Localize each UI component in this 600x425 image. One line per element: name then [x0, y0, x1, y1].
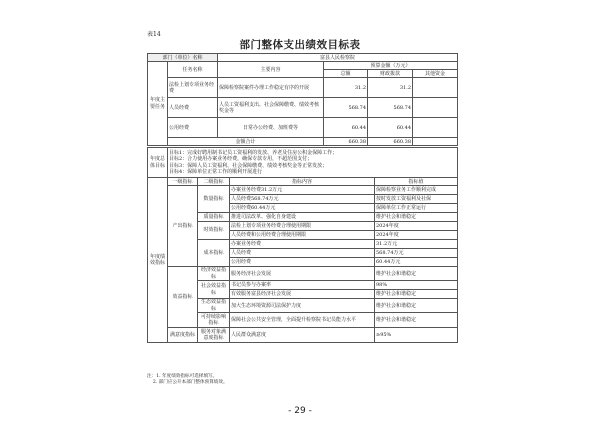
dept-name-label: 部门（单位）名称 — [148, 54, 218, 62]
indicator-content: 公用经费60.44万元 — [230, 204, 375, 213]
indicator-value: 保障检察业务工作顺利完成 — [375, 186, 458, 195]
budget-amount-header: 预算金额（万元） — [324, 62, 458, 70]
indicator-value: 按时发放工资福利及社保 — [375, 195, 458, 204]
sum-total: 660.38 — [324, 138, 368, 146]
task-other — [413, 98, 458, 118]
task-other — [413, 78, 458, 98]
task-row — [148, 78, 458, 98]
task-name: 公用经费 — [168, 118, 218, 138]
page-number: - 29 - — [288, 406, 312, 416]
task-other — [413, 118, 458, 138]
level1-benefit: 效益指标 — [168, 267, 198, 328]
indicator-value: 31.2万元 — [375, 240, 458, 249]
budget-other-header: 其他资金 — [413, 70, 458, 78]
task-name-header: 任务名称 — [168, 62, 218, 78]
task-fiscal: 60.44 — [368, 118, 413, 138]
indicator-content: 有效服务富县经济社会发展 — [230, 290, 375, 299]
indicator-value: 568.74万元 — [375, 249, 458, 258]
budget-total-header: 总额 — [324, 70, 368, 78]
indicator-content-header: 指标内容 — [230, 178, 375, 186]
indicator-value: 维护社会和谐稳定 — [375, 213, 458, 222]
task-name: 人员经费 — [168, 98, 218, 118]
indicator-value: 维护社会和谐稳定 — [375, 299, 458, 313]
footnotes — [147, 374, 228, 386]
indicator-value: 2024年度 — [375, 231, 458, 240]
indicator-value: 2024年度 — [375, 222, 458, 231]
indicator-row — [148, 267, 458, 281]
task-row — [148, 98, 458, 118]
indicator-value: 维护社会和谐稳定 — [375, 290, 458, 299]
indicator-content: 人民群众满意度 — [230, 328, 375, 343]
level2-economic: 经济效益指标 — [198, 267, 230, 281]
task-content-header: 主要内容 — [218, 62, 324, 78]
annual-tasks-table — [147, 53, 458, 146]
level1-header: 一级指标 — [168, 178, 198, 186]
table-number-label: 表14 — [147, 31, 161, 38]
level2-header: 二级指标 — [198, 178, 230, 186]
level2-quantity: 数量指标 — [198, 186, 230, 213]
goal-line: 目标2：合力使用办案业务经费，确保专款专用，不超范围支付； — [169, 156, 313, 163]
task-total: 568.74 — [324, 98, 368, 118]
indicator-content: 服务经济社会发展 — [230, 267, 375, 281]
level2-timeliness: 时效指标 — [198, 222, 230, 240]
task-content: 保障检察院案件办理工作稳定有序的开展 — [218, 78, 324, 98]
indicators-section-label: 年度绩效指标 — [148, 178, 168, 343]
task-content: 人员工资福利支出、社会保障缴费、绩效考核奖金等 — [218, 98, 324, 118]
level2-social: 社会效益指标 — [198, 281, 230, 299]
sum-fiscal: 660.38 — [368, 138, 413, 146]
task-total: 60.44 — [324, 118, 368, 138]
indicator-content: 人员经费568.74万元 — [230, 195, 375, 204]
indicator-content: 保障社会公共安全管理，全面提升检察院书记员能力水平 — [230, 313, 375, 328]
indicator-content: 书记员参与办案率 — [230, 281, 375, 290]
level2-quality: 质量指标 — [198, 213, 230, 222]
goal-line: 目标3：保障人员工资福利、社会保障缴费、绩效考核奖金等正常发放； — [169, 162, 328, 169]
task-fiscal: 31.2 — [368, 78, 413, 98]
level1-satisfaction: 满意度指标 — [168, 328, 198, 343]
footnote-line: 注：1. 年度绩效指标可选择填写。 — [147, 374, 218, 379]
annual-goal-table — [147, 147, 458, 178]
indicator-row — [148, 186, 458, 195]
indicator-content: 人员经费 — [230, 249, 375, 258]
footnote-line: 2. 部门应公开本部门整体预算绩效。 — [147, 380, 228, 385]
indicator-content: 公用经费 — [230, 258, 375, 267]
indicator-value: 保障单位工作正常运行 — [375, 204, 458, 213]
indicator-value: 维护社会和谐稳定 — [375, 267, 458, 281]
performance-indicators-table — [147, 177, 458, 343]
indicator-content: 办案业务经费 — [230, 240, 375, 249]
indicator-content: 加大生态环境资源司法保护力度 — [230, 299, 375, 313]
indicator-content: 推进司法改革、强化自身建设 — [230, 213, 375, 222]
indicator-value: 60.44万元 — [375, 258, 458, 267]
task-content: 日常办公经费、加班费等 — [218, 118, 324, 138]
annual-goal-label: 年度总体目标 — [148, 148, 168, 178]
goal-line: 目标4：保障单位正常工作的顺利开展进行 — [169, 168, 263, 175]
dept-name-value: 富县人民检察院 — [218, 54, 458, 62]
level1-output: 产出指标 — [168, 186, 198, 267]
indicator-value: 维护社会和谐稳定 — [375, 313, 458, 328]
level2-cost: 成本指标 — [198, 240, 230, 267]
task-total: 31.2 — [324, 78, 368, 98]
task-row — [148, 118, 458, 138]
level2-ecological: 生态效益指标 — [198, 299, 230, 313]
level2-service-satisfaction: 服务对象满意度指标 — [198, 328, 230, 343]
indicator-value-header: 指标值 — [375, 178, 458, 186]
indicator-value: 98% — [375, 281, 458, 290]
goal-line: 目标1：完成好聘用制书记员工资福利的发放、养老及住房公积金保障工作； — [169, 149, 338, 156]
indicator-content: 办案业务经费31.2万元 — [230, 186, 375, 195]
indicator-value: ≥95% — [375, 328, 458, 343]
annual-tasks-section-label: 年度主要任务 — [148, 62, 168, 146]
sum-label: 金额合计 — [168, 138, 324, 146]
indicator-row — [148, 328, 458, 343]
level2-sustainability: 可持续影响指标 — [198, 313, 230, 328]
task-fiscal: 568.74 — [368, 98, 413, 118]
sum-other — [413, 138, 458, 146]
indicator-content: 法检上划专项业务经费合理使用期限 — [230, 222, 375, 231]
indicator-content: 人员经费和公用经费合理使用期限 — [230, 231, 375, 240]
budget-fiscal-header: 财政拨款 — [368, 70, 413, 78]
page-title: 部门整体支出绩效目标表 — [239, 39, 361, 51]
task-name: 法检上划专项业务经费 — [168, 78, 218, 98]
